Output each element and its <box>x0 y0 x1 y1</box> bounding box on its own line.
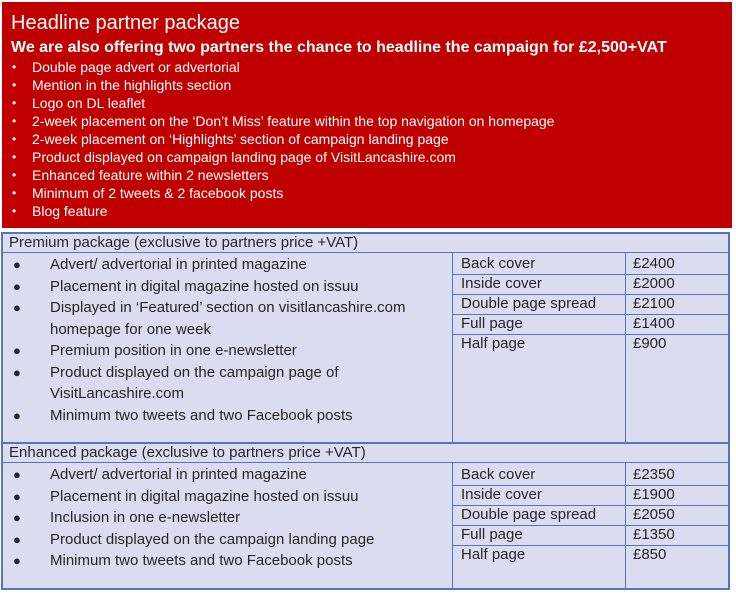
bullet-icon: ● <box>13 257 21 272</box>
bullet-icon: • <box>12 150 17 164</box>
bullet-icon: • <box>12 168 17 182</box>
bullet-icon: ● <box>13 300 21 315</box>
bullet-icon: ● <box>13 343 21 358</box>
list-item: ● Advert/ advertorial in printed magazine <box>3 254 449 276</box>
price-name: Half page <box>461 546 526 563</box>
price-name: Half page <box>461 335 526 352</box>
bullet-icon: • <box>12 78 17 92</box>
list-item: • Mention in the highlights section <box>12 77 232 93</box>
bullet-icon: ● <box>13 510 21 525</box>
column-divider <box>452 253 453 443</box>
list-item: ● Advert/ advertorial in printed magazine <box>3 464 449 486</box>
price-row <box>455 545 728 565</box>
price-row <box>455 274 728 294</box>
bullet-icon: ● <box>13 364 21 380</box>
bullet-icon: ● <box>13 407 21 423</box>
bullet-icon: ● <box>13 488 21 504</box>
bullet-icon: • <box>12 114 17 128</box>
list-item: ● Premium position in one e-newsletter <box>3 340 449 362</box>
list-item: • Minimum of 2 tweets & 2 facebook posts <box>12 185 284 201</box>
bullet-icon: ● <box>13 553 21 568</box>
price-value: £2350 <box>633 466 675 483</box>
list-item: ● Minimum two tweets and two Facebook posts <box>3 550 449 572</box>
list-item: • Double page advert or advertorial <box>12 59 240 75</box>
price-value: £1350 <box>633 526 675 543</box>
price-value: £2000 <box>633 275 675 292</box>
price-name: Full page <box>461 526 523 543</box>
list-item: ● Inclusion in one e-newsletter <box>3 507 449 529</box>
price-name: Inside cover <box>461 486 542 503</box>
price-row <box>455 505 728 525</box>
price-row <box>455 294 728 314</box>
headline-title: Headline partner package <box>11 12 241 34</box>
bullet-icon: • <box>12 204 17 218</box>
bullet-icon: • <box>12 132 17 146</box>
price-value: £2050 <box>633 506 675 523</box>
price-value: £2400 <box>633 255 675 272</box>
price-name: Back cover <box>461 255 536 272</box>
list-item: ● Product displayed on the campaign page of VisitLancashire.com <box>13 363 339 402</box>
bullet-icon: • <box>12 60 17 74</box>
price-row <box>455 314 728 334</box>
price-row <box>455 334 728 354</box>
headline-subtitle: We are also offering two partners the chance to headline the campaign for £2,500+VAT <box>11 39 667 56</box>
list-item: ● Minimum two tweets and two Facebook posts <box>3 405 449 427</box>
premium-package-header: Premium package (exclusive to partners price +VAT) <box>3 234 728 253</box>
packages-table <box>1 232 730 590</box>
list-item: • Logo on DL leaflet <box>12 95 146 111</box>
price-name: Inside cover <box>461 275 542 292</box>
bullet-icon: ● <box>13 278 21 294</box>
list-item: • Blog feature <box>12 203 108 219</box>
price-name: Double page spread <box>461 295 597 312</box>
price-value: £1400 <box>633 315 675 332</box>
price-name: Back cover <box>461 466 536 483</box>
bullet-icon: • <box>12 96 17 110</box>
list-item: • Enhanced feature within 2 newsletters <box>12 167 269 183</box>
bullet-icon: ● <box>13 531 21 547</box>
enhanced-feature-list <box>3 464 449 572</box>
premium-feature-list <box>3 254 449 426</box>
price-row <box>455 525 728 545</box>
price-row <box>455 485 728 505</box>
price-row <box>455 254 728 274</box>
bullet-icon: ● <box>13 467 21 482</box>
list-item: ● Placement in digital magazine hosted on issuu <box>3 486 449 508</box>
list-item: • 2-week placement on ‘Highlights’ section of campaign landing page <box>12 131 449 147</box>
bullet-icon: • <box>12 186 17 200</box>
list-item: • 2-week placement on the ‘Don’t Miss’ feature within the top navigation on homepage <box>12 113 555 129</box>
price-value: £900 <box>633 335 667 352</box>
price-name: Double page spread <box>461 506 597 523</box>
price-value: £2100 <box>633 295 675 312</box>
price-row <box>455 465 728 485</box>
headline-bullet-list <box>11 58 554 220</box>
price-value: £850 <box>633 546 667 563</box>
enhanced-package-header: Enhanced package (exclusive to partners price +VAT) <box>3 444 728 463</box>
list-item: ● Product displayed on the campaign landing page <box>3 529 449 551</box>
headline-package-box <box>2 2 732 228</box>
list-item: • Product displayed on campaign landing page of VisitLancashire.com <box>12 149 456 165</box>
list-item: ● Displayed in ‘Featured’ section on visitlancashire.com homepage for one week <box>13 299 406 338</box>
price-name: Full page <box>461 315 523 332</box>
price-value: £1900 <box>633 486 675 503</box>
list-item: ● Placement in digital magazine hosted on issuu <box>3 276 449 298</box>
